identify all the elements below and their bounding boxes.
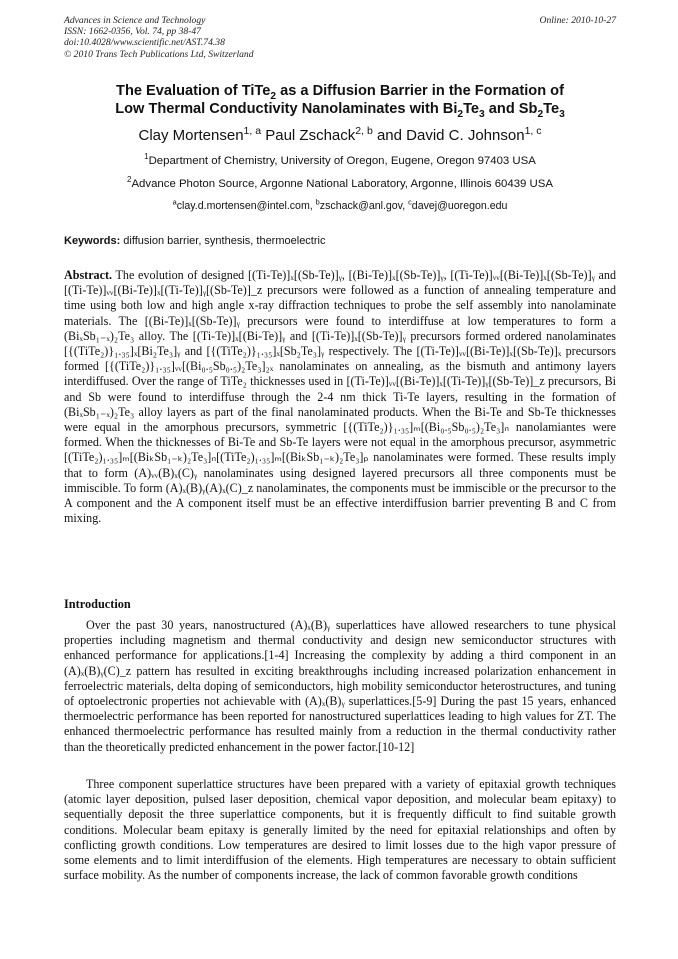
author-superscript: 1, a xyxy=(243,125,262,137)
title-text: as a Diffusion Barrier in the Formation of xyxy=(276,83,564,99)
email-superscript: b xyxy=(315,197,320,207)
title-text: Te xyxy=(463,100,480,117)
paper-title xyxy=(64,83,616,118)
title-text: The Evaluation of TiTe xyxy=(116,83,271,99)
introduction-paragraph-1: Over the past 30 years, nanostructured (A)ₓ(B)ᵧ superlattices have allowed researchers to tune physical properties including magnetism and thermal conductivity and design new semiconductor structures with enhanced performance for applications.[1-4] Increasing the complexity by adding a third component in an (A)ₓ(B)ᵧ(C)_z pattern has resulted in exciting breakthroughs including increased polarization enhancement in ferroelectric materials, delta doping of semiconductors, high mobility semiconductor heterostructures, and tuning of optoelectronic properties not achievable with (A)ₓ(B)ᵧ superlattices.[5-9] During the past 15 years, enhanced thermoelectric performance has been reported for nanostructured superlattices leading to high values for ZT. The enhanced thermoelectric performance has resulted mainly from a reduction in the thermal conductivity rather than the theoretically predicted enhancement in the power factor.[10-12] xyxy=(64,618,616,754)
title-text: Te xyxy=(543,100,560,117)
title-line-2 xyxy=(64,101,616,119)
issn-line: ISSN: 1662-0356, Vol. 74, pp 38-47 xyxy=(64,26,201,38)
abstract-paragraph xyxy=(64,268,616,526)
affiliation-2 xyxy=(64,177,616,191)
email-text: davej@uoregon.edu xyxy=(411,200,508,212)
affiliation-text: Advance Photon Source, Argonne National Laboratory, Argonne, Illinois 60439 USA xyxy=(131,178,553,190)
abstract-label: Abstract. xyxy=(64,268,113,282)
online-date: Online: 2010-10-27 xyxy=(539,15,616,26)
title-text: Low Thermal Conductivity Nanolaminates with Bi xyxy=(115,100,458,117)
title-subscript: 2 xyxy=(270,90,277,102)
introduction-paragraph-2: Three component superlattice structures have been prepared with a variety of epitaxial growth techniques (atomic layer deposition, pulsed laser deposition, chemical vapor deposition, and molecular beam epitaxy) to sequentially deposit the three superlattice components, but it is frequently difficult to find suitable growth conditions. Molecular beam epitaxy is generally limited by the need for epitaxial relationships and often by conflicting growth conditions. Low temperatures are desired to limit losses due to the high vapor pressure of some elements and to limit interdiffusion of the elements. High temperatures are necessary to obtain sufficient surface mobility. As the number of components increase, the lack of common favorable growth conditions xyxy=(64,777,616,883)
author-superscript: 1, c xyxy=(524,125,542,137)
affiliation-text: Department of Chemistry, University of Oregon, Eugene, Oregon 97403 USA xyxy=(148,155,536,167)
author-name: Clay Mortensen xyxy=(138,127,244,144)
affiliation-1 xyxy=(64,154,616,168)
email-text: clay.d.mortensen@intel.com, xyxy=(176,200,316,212)
affiliation-superscript: 1 xyxy=(144,152,149,162)
author-name: Paul Zschack xyxy=(261,127,356,144)
journal-header xyxy=(64,15,616,60)
doi-line: doi:10.4028/www.scientific.net/AST.74.38 xyxy=(64,37,225,49)
author-list xyxy=(64,127,616,145)
author-name: and David C. Johnson xyxy=(372,127,525,144)
affiliation-superscript: 2 xyxy=(127,175,132,185)
introduction-heading: Introduction xyxy=(64,597,131,611)
title-subscript: 2 xyxy=(457,108,464,120)
title-subscript: 2 xyxy=(537,108,544,120)
email-text: zschack@anl.gov, xyxy=(319,200,409,212)
title-subscript: 3 xyxy=(479,108,485,120)
author-emails xyxy=(64,197,616,213)
email-superscript: a xyxy=(172,197,177,207)
title-line-1 xyxy=(64,83,616,101)
abstract-text: The evolution of designed [(Ti-Te)]ₓ[(Sb-Te)]ᵧ, [(Bi-Te)]ₓ[(Sb-Te)]ᵧ, [(Ti-Te)]ᵥᵥ[(Bi-Te)]ₓ[(Sb-Te)]ᵧ and [(Ti-Te)]ᵥᵥ[(Bi-Te)]ₓ[(Ti-Te)]ᵧ[(Sb-Te)]_z precursors were followed as a function of annealing temperature and time using both low and high angle x-ray diffraction techniques to probe the self assembly into nanolaminate materials. The [(Bi-Te)]ₓ[(Sb-Te)]ᵧ precursors were found to interdiffuse at low temperatures to form a (BiₓSb₁₋ₓ)₂Te₃ alloy. The [(Ti-Te)]ₓ[(Bi-Te)]ᵧ and [(Ti-Te)]ₓ[(Sb-Te)]ᵧ precursors formed ordered nanolaminates [{(TiTe₂)}₁.₃₅]ₓ[Bi₂Te₃]ᵧ and [{(TiTe₂)}₁.₃₅]ₓ[Sb₂Te₃]ᵧ respectively. The [(Ti-Te)]ᵥᵥ[(Bi-Te)]ₓ[(Sb-Te)]ₓ precursors formed [{(TiTe₂)}₁.₃₅]ᵥᵥ[(Bi₀.₅Sb₀.₅)₂Te₃]₂ₓ nanolaminates on annealing, as the bismuth and antimony layers interdiffused. Over the range of TiTe₂ thicknesses used in [(Ti-Te)]ᵥᵥ[(Bi-Te)]ₓ[(Ti-Te)]ᵧ[(Sb-Te)]_z precursors, Bi and Sb were found to interdiffuse through the 2-4 nm thick Ti-Te layers, resulting in the formation of (BiₓSb₁₋ₓ)₂Te₃ alloy layers as part of the final nanolaminated products. When the Bi-Te and Sb-Te thicknesses were equal in the amorphous precursors, symmetric [{(TiTe₂)}₁.₃₅]ₘ[(Bi₀.₅Sb₀.₅)₂Te₃]ₙ nanolamiantes were formed. When the thicknesses of Bi-Te and Sb-Te layers were not equal in the amorphous precursor, asymmetric [(TiTe₂)₁.₃₅]ₘ[(BiₖSb₁₋ₖ)₂Te₃]ₙ[(TiTe₂)₁.₃₅]ₘ[(BiₖSb₁₋ₖ)₂Te₃]ₚ nanolaminates were formed. These results imply that to form (A)ᵥᵥ(B)ₓ(C)ᵧ nanolaminates using designed layered precursors all three components must be immiscible. To form (A)ₓ(B)ᵧ(A)ₓ(C)_z nanolaminates, the components must be immiscible or the precursor to the A component and the A component itself must be an effective interdiffusion barrier preventing B and C from mixing. xyxy=(64,268,616,526)
email-superscript: c xyxy=(408,197,412,207)
copyright-line: © 2010 Trans Tech Publications Ltd, Switzerland xyxy=(64,48,254,60)
author-superscript: 2, b xyxy=(355,125,373,137)
keywords-line xyxy=(64,234,616,248)
journal-name: Advances in Science and Technology xyxy=(64,15,206,26)
keywords-label: Keywords: xyxy=(64,235,121,247)
title-subscript: 3 xyxy=(559,108,565,120)
keywords-text: diffusion barrier, synthesis, thermoelectric xyxy=(120,235,326,247)
title-text: and Sb xyxy=(484,100,538,117)
